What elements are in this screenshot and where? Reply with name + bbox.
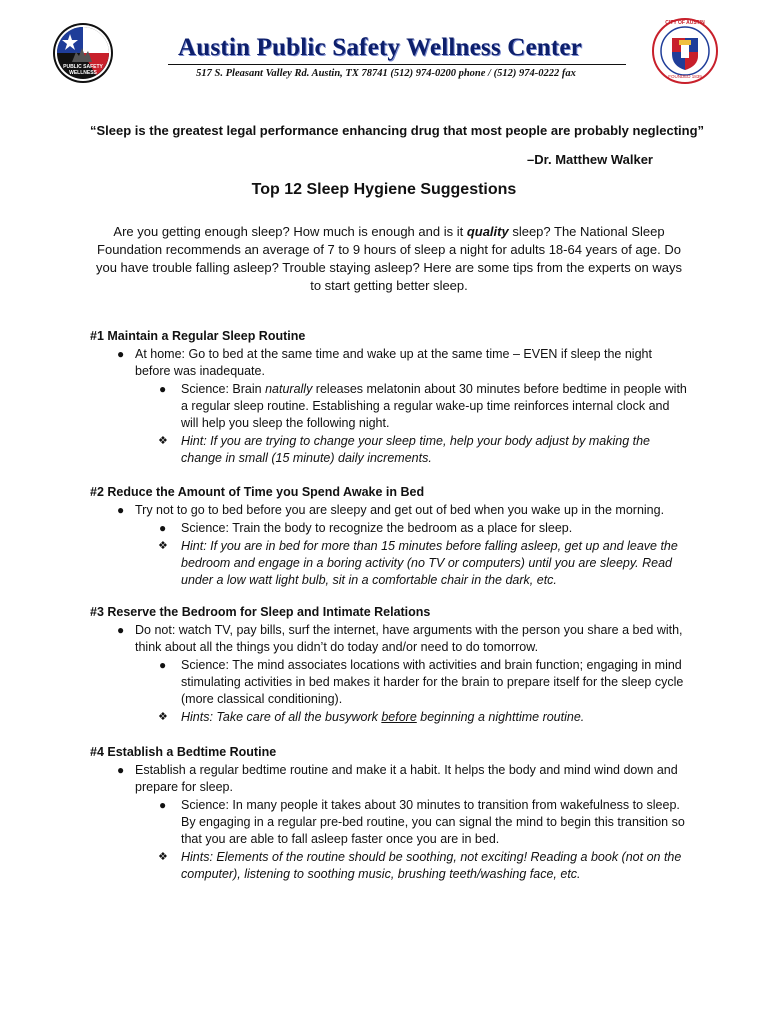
bullet-icon: ● — [117, 763, 125, 777]
city-seal-year: FOUNDED 1839 — [668, 74, 702, 79]
science-item — [90, 657, 690, 708]
item-text: Science: Brain — [181, 382, 266, 396]
title-underline — [168, 64, 626, 65]
list-item — [90, 762, 690, 796]
diamond-bullet-icon: ❖ — [158, 435, 168, 447]
diamond-bullet-icon: ❖ — [158, 540, 168, 552]
section-heading: #3 Reserve the Bedroom for Sleep and Intimate Relations — [90, 605, 431, 619]
section-heading: #4 Establish a Bedtime Routine — [90, 745, 277, 759]
item-text: Establish a regular bedtime routine and make it a habit. It helps the body and mind wind down and prepare for sleep. — [135, 763, 678, 794]
list-item — [90, 346, 690, 380]
section-heading: #1 Maintain a Regular Sleep Routine — [90, 329, 306, 343]
intro-text-2: sleep? The National Sleep Foundation recommends an average of 7 to 9 hours of sleep a night for adults 18-64 years of age. Do you have trouble falling asleep? Trouble staying asleep? Here are some tips from the experts on ways to start getting better sleep. — [95, 224, 683, 293]
hint-item — [90, 849, 690, 883]
bullet-icon: ● — [159, 658, 167, 672]
science-item — [90, 797, 690, 848]
hint-text: Hints: Elements of the routine should be soothing, not exciting! Reading a book (not on the computer), listening to soothing music, brushing teeth/washing face, etc. — [181, 850, 682, 881]
wellness-logo-text: PUBLIC SAFETY WELLNESS — [63, 64, 103, 76]
bullet-icon: ● — [159, 521, 167, 535]
hint-text: Hints: Take care of all the busywork — [181, 710, 382, 724]
diamond-bullet-icon: ❖ — [158, 851, 168, 863]
organization-title: Austin Public Safety Wellness Center — [178, 34, 582, 61]
hint-text: Hint: If you are in bed for more than 15 minutes before falling asleep, get up and leave the bedroom and engage in a boring activity (no TV or computers) until you are sleepy. Read under a low watt light bulb, sit in a comfortable chair in the dark, etc. — [181, 539, 678, 587]
item-text: Science: In many people it takes about 30 minutes to transition from wakefulness to sleep. By engaging in a regular pre-bed routine, you can signal the mind to begin this transition so that you are able to fall asleep faster once you are in bed. — [181, 798, 685, 846]
item-text: Try not to go to bed before you are sleepy and get out of bed when you wake up in the morning. — [135, 503, 665, 517]
item-text: Do not: watch TV, pay bills, surf the internet, have arguments with the person you share a bed with, think about all the things you didn’t do today and/or need to do tomorrow. — [135, 623, 683, 654]
hint-underlined: before — [381, 710, 417, 724]
document-title: Top 12 Sleep Hygiene Suggestions — [251, 181, 517, 198]
bullet-icon: ● — [159, 382, 167, 396]
list-item — [90, 502, 690, 519]
organization-address: 517 S. Pleasant Valley Rd. Austin, TX 78741 (512) 974-0200 phone / (512) 974-0222 fax — [196, 68, 576, 79]
intro-paragraph — [90, 223, 688, 295]
hint-text: Hint: If you are trying to change your sleep time, help your body adjust by making the change in small (15 minute) daily increments. — [181, 434, 651, 465]
diamond-bullet-icon: ❖ — [158, 711, 168, 723]
quote-author: –Dr. Matthew Walker — [527, 152, 653, 167]
bullet-icon: ● — [117, 623, 125, 637]
section-3 — [90, 604, 690, 726]
hint-item — [90, 709, 690, 726]
hint-item — [90, 433, 690, 467]
bullet-icon: ● — [117, 347, 125, 361]
item-emphasis: naturally — [265, 382, 313, 396]
city-seal-text: CITY OF AUSTIN — [665, 20, 705, 26]
science-item — [90, 381, 690, 432]
quote-text: “Sleep is the greatest legal performance enhancing drug that most people are probably neglecting” — [90, 123, 705, 138]
section-4 — [90, 744, 690, 883]
section-heading: #2 Reduce the Amount of Time you Spend Awake in Bed — [90, 485, 425, 499]
item-text: At home: Go to bed at the same time and wake up at the same time – EVEN if sleep the night before was inadequate. — [135, 347, 652, 378]
list-item — [90, 622, 690, 656]
hint-text: beginning a nighttime routine. — [416, 710, 585, 724]
science-item — [90, 520, 690, 537]
bullet-icon: ● — [159, 798, 167, 812]
item-text: Science: Train the body to recognize the bedroom as a place for sleep. — [181, 521, 573, 535]
intro-emphasis: quality — [466, 224, 509, 239]
item-text: releases melatonin about 30 minutes before bedtime in people with a regular sleep routine. Establishing a regular wake-up time reinforces internal clock and will help you sleep the following night. — [181, 382, 687, 430]
section-2 — [90, 484, 690, 589]
section-1 — [90, 328, 690, 467]
bullet-icon: ● — [117, 503, 125, 517]
item-text: Science: The mind associates locations with activities and brain function; engaging in mind stimulating activities in bed makes it harder for the brain to prepare itself for the sleep cycle (more classical conditioning). — [181, 658, 684, 706]
hint-item — [90, 538, 690, 589]
intro-text-1: Are you getting enough sleep? How much is enough and is it — [113, 224, 467, 239]
